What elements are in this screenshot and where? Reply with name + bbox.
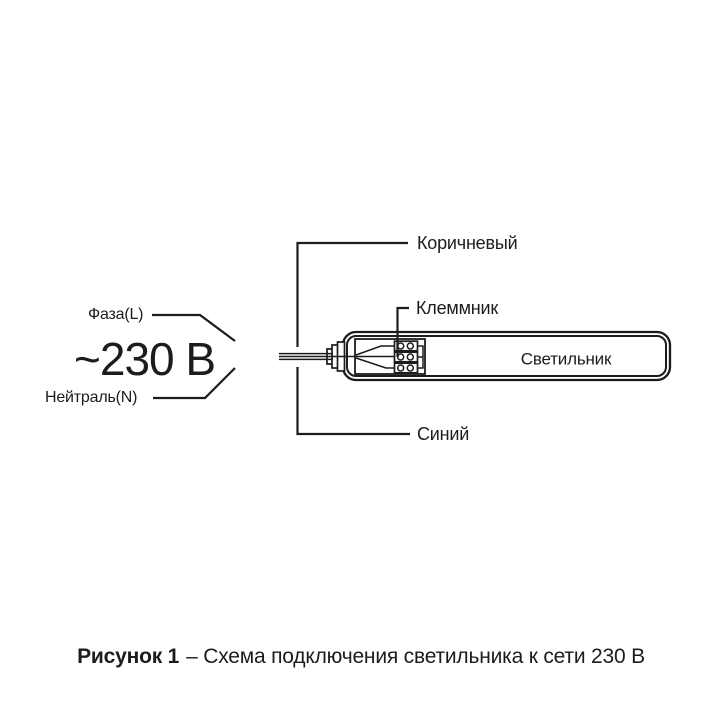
luminaire-label: Светильник (520, 349, 612, 369)
neutral-label: Нейтраль(N) (45, 389, 138, 406)
figure-caption (77, 645, 645, 669)
figure-caption-number: Рисунок 1 (77, 645, 180, 668)
voltage-label: ~230 В (74, 333, 216, 385)
terminal-block-label: Клеммник (416, 298, 499, 318)
phase-label: Фаза(L) (88, 306, 144, 323)
figure-caption-text: – Схема подключения светильника к сети 230 В (186, 645, 645, 668)
blue-wire-label: Синий (417, 424, 470, 444)
brown-wire-label: Коричневый (417, 233, 518, 253)
